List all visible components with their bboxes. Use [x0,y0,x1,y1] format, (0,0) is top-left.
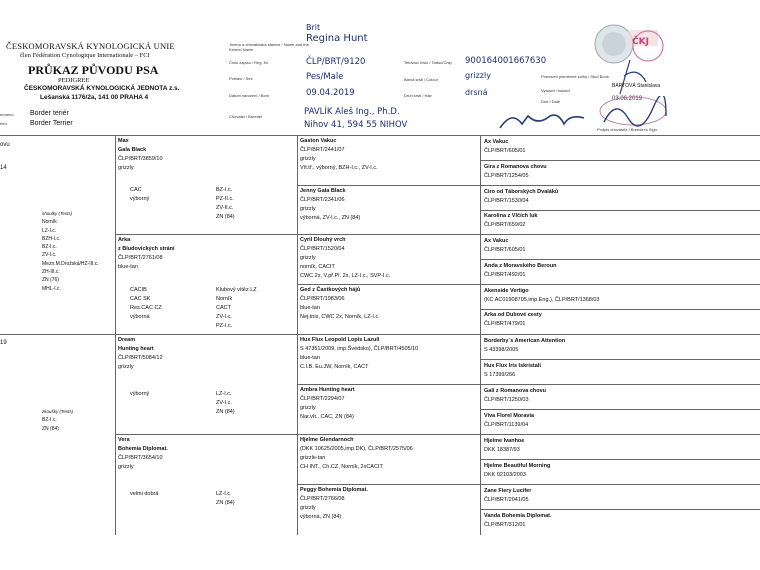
hair: drsná [465,88,488,97]
great-grandparent-cell: Anda z Moravského Beroun ČLP/BRT/492/01 [484,263,557,278]
breed-value: Brit [306,23,321,32]
parent-show-results: velmi dobrá [130,491,159,497]
great-grandparent-cell: Zane Fiery Lucifer ČLP/BRT/2041/05 [484,488,532,503]
left-cut-label: ovu [0,142,10,148]
breeder-address: Nihov 41, 594 55 NIHOV [304,120,408,130]
sex: Pes/Male [306,72,344,82]
left-cut-number-2: 19 [0,340,7,346]
great-grandparent-cell: Borderby´s American Attention S 43398/2005 [484,338,566,353]
name-label: Jméno a chovatelská stanice / Name and the Kennel Name [229,42,309,52]
reg-label: Číslo zápisu / Reg. Nr. [229,60,269,65]
issued-label: Vystavil / Issued [541,88,570,93]
born-label: Datum narození / Born [229,93,270,98]
colour: grizzly [465,71,491,80]
svg-text:ČKJ: ČKJ [632,37,649,47]
parent-show-results: CACIB CAC SK Res.CAC CZ výborná [130,287,162,320]
great-grandparent-cell: Viva Florel Moravia ČLP/BRT/1139/04 [484,413,535,428]
breed-cz: Border teriér [30,110,69,117]
sex-label: Pohlaví / Sex [229,76,253,81]
parent-tests: LZ-I.c. ZV-I.c. ZN (84) [216,391,235,415]
parent-cell: Vera Bohemia Diplomat. ČLP/BRT/3654/10 grizzly [118,437,168,470]
grandparent-cell: Jenny Gala Black ČLP/BRT/2341/06 grizzly výborná, ZV-I.c., ZN (84) [300,188,361,221]
parent-show-results: výborný [130,391,150,397]
chip-label: Tetovací číslo / Tattoo/Chip [404,60,452,65]
grandparent-cell: Ged z Častkových hájů ČLP/BRT/1983/06 blue-tan Nej.tnis, CWC 2x, Norník, LZ-I.c. [300,287,380,320]
great-grandparent-cell: Gali z Romanova chovu ČLP/BRT/1250/03 [484,388,547,403]
parent-tests: BZ-I.c. PZ-II.c. ZV-II.c. ZN (84) [216,187,235,220]
left-cut-number: 14 [0,165,7,171]
great-grandparent-cell: Akenside Vertigo (KC AC01908705,imp.Eng.), ČLP/BRT/1368/03 [484,288,600,303]
club-address: Lešanská 1176/2a, 141 00 PRAHA 4 [40,94,149,101]
grandparent-cell: Hux Flux Leopold Lopis Lazuli S 47351/2009, imp.Švédsko), ČLP/BRT/4505/10 blue-tan C.I.B. Eu.JW, Norník, CACT [300,337,419,370]
breed-en: Border Terrier [30,120,73,127]
colour-label: Barva srsti / Colour [404,77,439,82]
grandparent-cell: Hjelme Glendarnoch (DKK 10625/2005,imp.DK), ČLP/BRT/2575/06 grizzle-tan CH INT., Ch.CZ, Norník, 2xCACIT [300,437,413,470]
great-grandparent-cell: Karolina z Vlčích luk ČLP/BRT/659/02 [484,213,538,228]
reg-number: ČLP/BRT/9120 [306,57,366,67]
great-grandparent-cell: Hux Flux Iris Iskristali S 17399/266 [484,363,541,378]
great-grandparent-cell: Ax Vakuc ČLP/BRT/605/01 [484,238,526,253]
great-grandparent-cell: Hjelme Ivanhoe DKK 18387/93 [484,438,525,453]
parent-cell: Dream Hunting heart ČLP/BRT/5084/12 grizzly [118,337,163,370]
parent-show-results: CAC výborný [130,187,150,202]
chip-number: 900164001667630 [465,56,547,66]
parent-tests: Klubový vítěz LZ Norník CACT ZV-I.c. PZ-I.c. [216,287,257,329]
breeder-signature-icon [498,110,586,130]
parent-tests: LZ-I.c. ZN (84) [216,491,235,506]
great-grandparent-cell: Gira z Romanova chovu ČLP/BRT/1254/05 [484,164,547,179]
great-grandparent-cell: Hjelme Beautiful Morning DKK 02103/2003 [484,463,551,478]
document-subtitle: PEDIGREE [58,77,90,84]
breed-label: ermeno [0,112,14,117]
official-stamp-icon [598,96,668,130]
issue-date: 03.06.2019 [612,96,643,102]
org-fci: člen Fédération Cynologique Internationale – FCI [20,52,150,59]
breeder-label: Chovatel / Breeder [229,114,263,119]
parent-cell: Arka z Bludovických strání ČLP/BRT/2761/08 blue-tan [118,237,175,270]
breeder-sign-label: Podpis chovatele / Breeder's Sign. [597,127,659,132]
great-grandparent-cell: Vanda Bohemia Diplomat. ČLP/BRT/312/01 [484,513,552,528]
breed-label-en: eed [0,121,7,126]
date-label: Dne / Date [541,99,561,104]
great-grandparent-cell: Arka od Dubové cesty ČLP/BRT/479/01 [484,312,542,327]
parent-cell: Max Gala Black ČLP/BRT/3859/10 grizzly [118,138,163,171]
breeder-name: PAVLÍK Aleš Ing., Ph.D. [304,107,400,117]
document-title: PRŮKAZ PŮVODU PSA [28,63,159,77]
grandparent-cell: Gaston Vakuc ČLP/BRT/2441/07 grizzly Vít.tř., výborný, BZH-I.c., ZV-I.c. [300,138,378,171]
dog-name: Regina Hunt [306,33,368,44]
studbook-label: Potvrzení plemenné knihy / Stud Book [541,74,609,79]
club-name: ČESKOMORAVSKÁ KYNOLOGICKÁ JEDNOTA z.s. [24,85,180,92]
great-grandparent-cell: Ax Vakuc ČLP/BRT/605/01 [484,139,526,154]
born-date: 09.04.2019 [306,88,355,98]
dam-tests-list: zkoušky (Tests) BZ-I.c. ZN (84) [42,409,74,432]
hair-label: Druh srsti / Hair [404,93,432,98]
org-name: ČESKOMORAVSKÁ KYNOLOGICKÁ UNIE [6,41,175,51]
grandparent-cell: Ambra Hunting heart ČLP/BRT/2294/07 grizzly Nar.vít., CAC, ZN (84) [300,387,355,420]
grandparent-cell: Cyril Dlouhý vrch ČLP/BRT/1520/04 grizzly norník, CACIT CWC 2x, V.př.Pl. 2x, LZ-I.c., SVP-I.c. [300,237,391,279]
grandparent-cell: Peggy Bohemia Diplomat. ČLP/BRT/2766/08 grizzly výborná, ZN (84) [300,487,368,520]
great-grandparent-cell: Ciro od Táborských Dvaláků ČLP/BRT/1530/04 [484,189,559,204]
signature-icon [618,56,652,100]
studbook-officer: BARTOVÁ Stanislava [612,83,661,89]
sire-tests-list: shoulky (Tests) Norník LZ-I.c. BZH-I.c. BZ-I.c. ZV-I.c. Mezn.M.Drožská/HZ-III.c. ZH-III.c. ZN (76) MHL-I.c. [42,211,99,292]
